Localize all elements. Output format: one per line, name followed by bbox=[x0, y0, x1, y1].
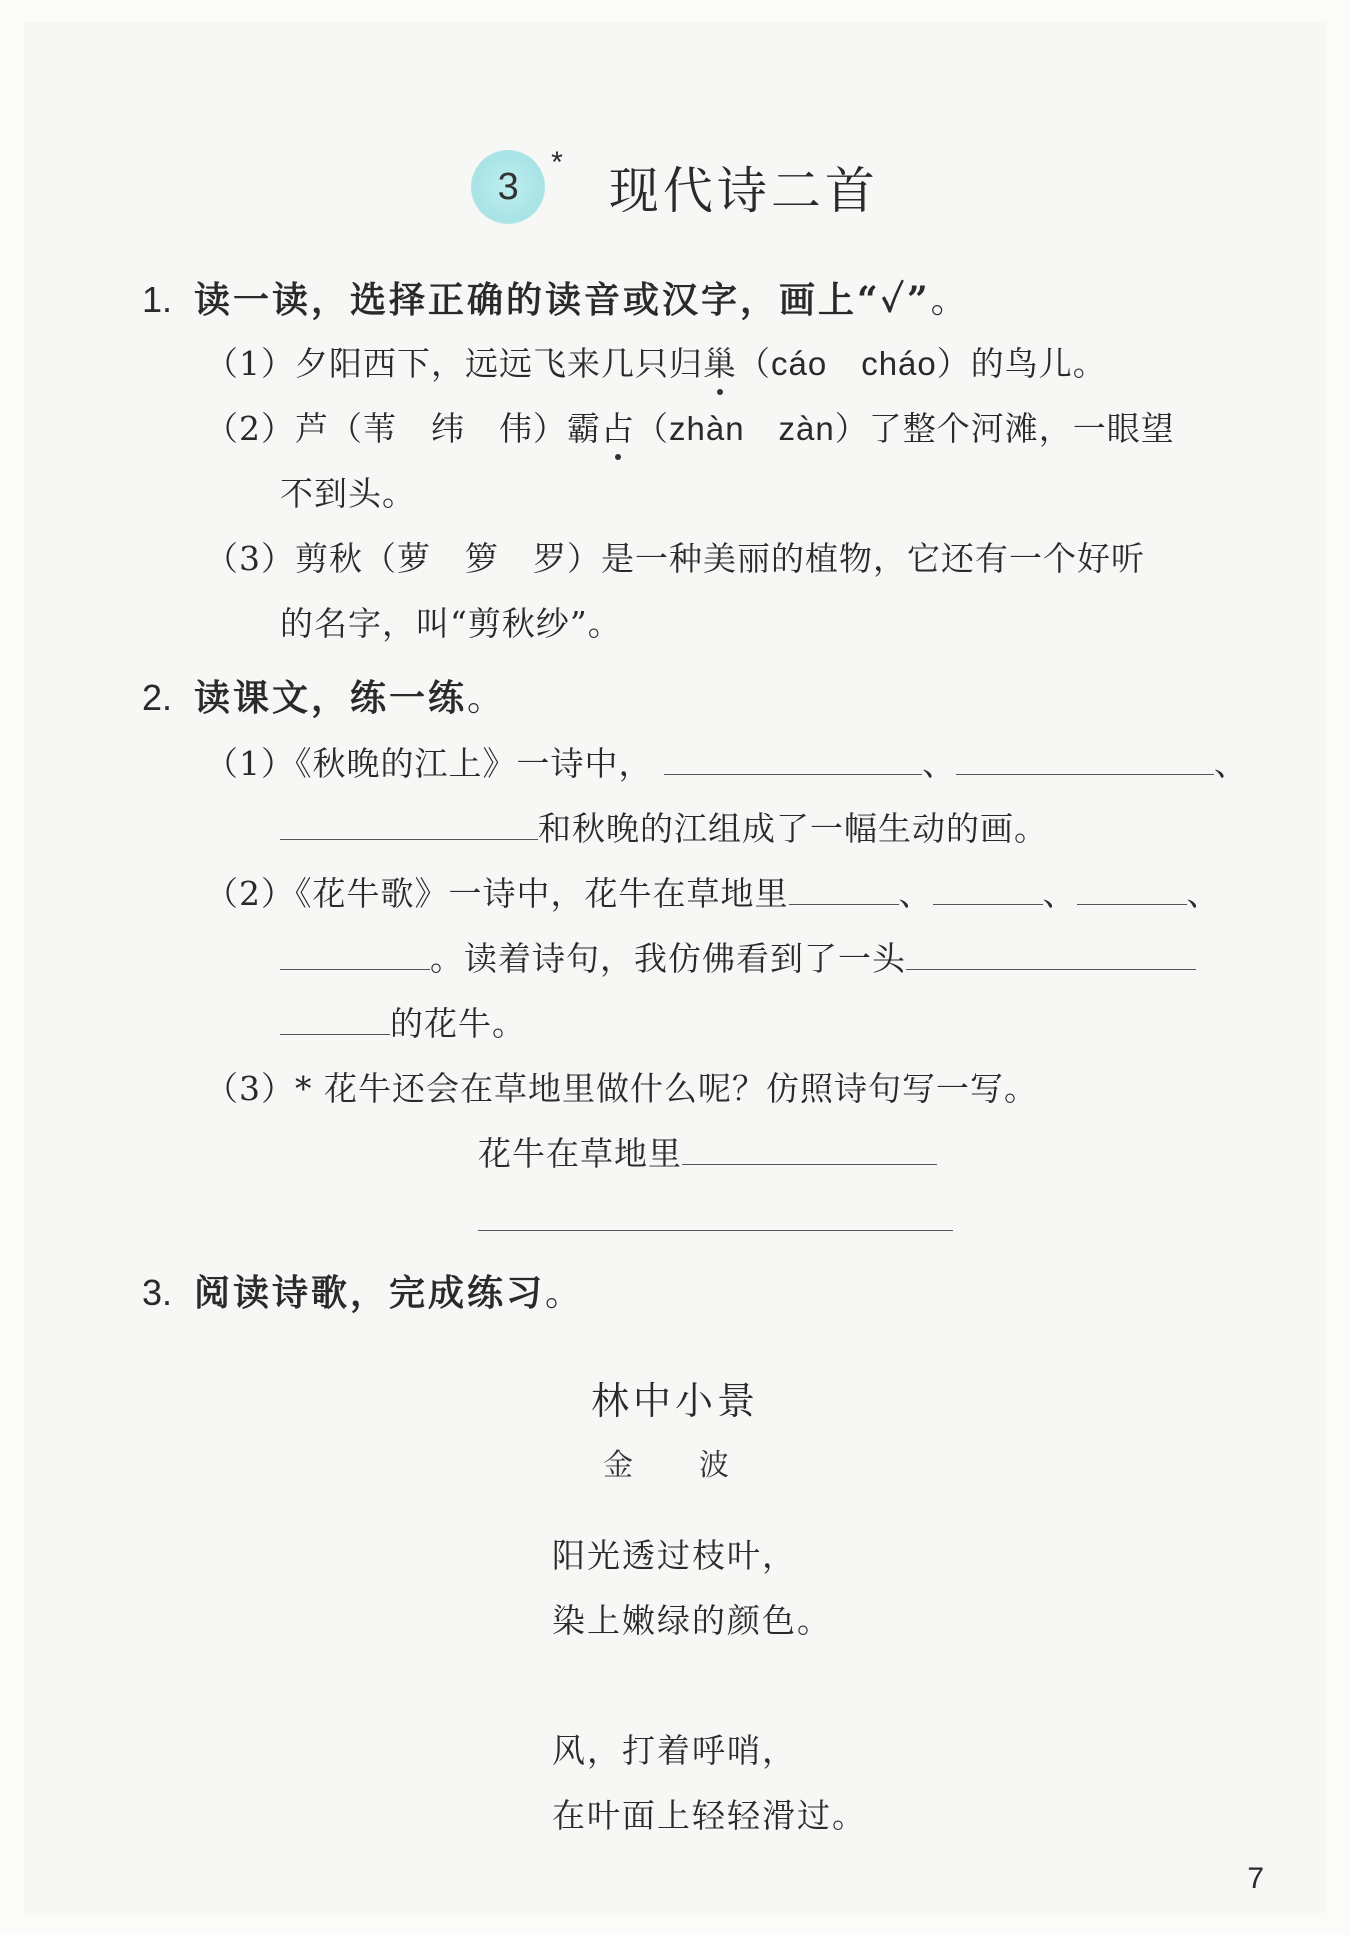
answer-blank[interactable] bbox=[933, 874, 1043, 905]
poem-line: 阳光透过枝叶， bbox=[552, 1536, 797, 1575]
answer-blank[interactable] bbox=[682, 1134, 937, 1165]
answer-blank[interactable] bbox=[789, 874, 899, 905]
question-1-item-2-cont: 不到头。 bbox=[280, 474, 416, 513]
poem-title: 林中小景 bbox=[590, 1379, 759, 1423]
question-2-item-1: （1）《秋晚的江上》一诗中， 、 、 bbox=[205, 744, 1248, 783]
question-3-heading: 3. 阅读诗歌，完成练习。 bbox=[142, 1272, 585, 1314]
poem-author: 金 波 bbox=[603, 1448, 747, 1483]
page-number: 7 bbox=[1247, 1862, 1264, 1895]
question-1-item-3: （3）剪秋（萝 箩 罗）是一种美丽的植物，它还有一个好听 bbox=[205, 539, 1145, 578]
question-2-item-2-cont: 。读着诗句，我仿佛看到了一头 bbox=[280, 933, 1196, 980]
emphasis-dot-char: 巢 bbox=[703, 344, 737, 383]
question-2-item-3-prompt: 花牛在草地里 bbox=[478, 1128, 937, 1175]
question-1-item-3-cont: 的名字，叫“剪秋纱”。 bbox=[280, 604, 622, 643]
question-2-item-1-cont: 和秋晚的江组成了一幅生动的画。 bbox=[280, 803, 1048, 850]
question-1-item-1: （1）夕阳西下，远远飞来几只归巢（cáo cháo）的鸟儿。 bbox=[205, 344, 1107, 383]
answer-blank[interactable] bbox=[906, 939, 1196, 970]
question-1-heading: 1. 读一读，选择正确的读音或汉字，画上“✓”。 bbox=[142, 279, 970, 321]
lesson-number-badge: 3 bbox=[471, 150, 545, 224]
answer-blank[interactable] bbox=[1077, 874, 1187, 905]
answer-blank[interactable] bbox=[280, 939, 430, 970]
question-2-heading: 2. 读课文，练一练。 bbox=[142, 677, 507, 719]
lesson-star: * bbox=[551, 146, 563, 179]
poem-line: 染上嫩绿的颜色。 bbox=[552, 1601, 832, 1640]
lesson-header bbox=[0, 146, 1350, 224]
answer-blank[interactable] bbox=[956, 744, 1214, 775]
poem-line: 在叶面上轻轻滑过。 bbox=[552, 1796, 867, 1835]
answer-blank[interactable] bbox=[280, 809, 538, 840]
answer-blank[interactable] bbox=[280, 1004, 390, 1035]
answer-blank[interactable] bbox=[478, 1200, 953, 1231]
question-2-item-3-line2 bbox=[478, 1200, 953, 1239]
question-2-item-3: （3）* 花牛还会在草地里做什么呢？仿照诗句写一写。 bbox=[205, 1069, 1038, 1108]
poem-line: 风，打着呼哨， bbox=[552, 1731, 797, 1770]
question-2-item-2-end: 的花牛。 bbox=[280, 998, 526, 1045]
answer-blank[interactable] bbox=[664, 744, 922, 775]
question-1-item-2: （2）芦（苇 纬 伟）霸占（zhàn zàn）了整个河滩，一眼望 bbox=[205, 409, 1175, 448]
emphasis-dot-char: 占 bbox=[601, 409, 635, 448]
lesson-title: 现代诗二首 bbox=[608, 162, 879, 220]
question-2-item-2: （2）《花牛歌》一诗中，花牛在草地里 、 、 、 bbox=[205, 874, 1221, 913]
